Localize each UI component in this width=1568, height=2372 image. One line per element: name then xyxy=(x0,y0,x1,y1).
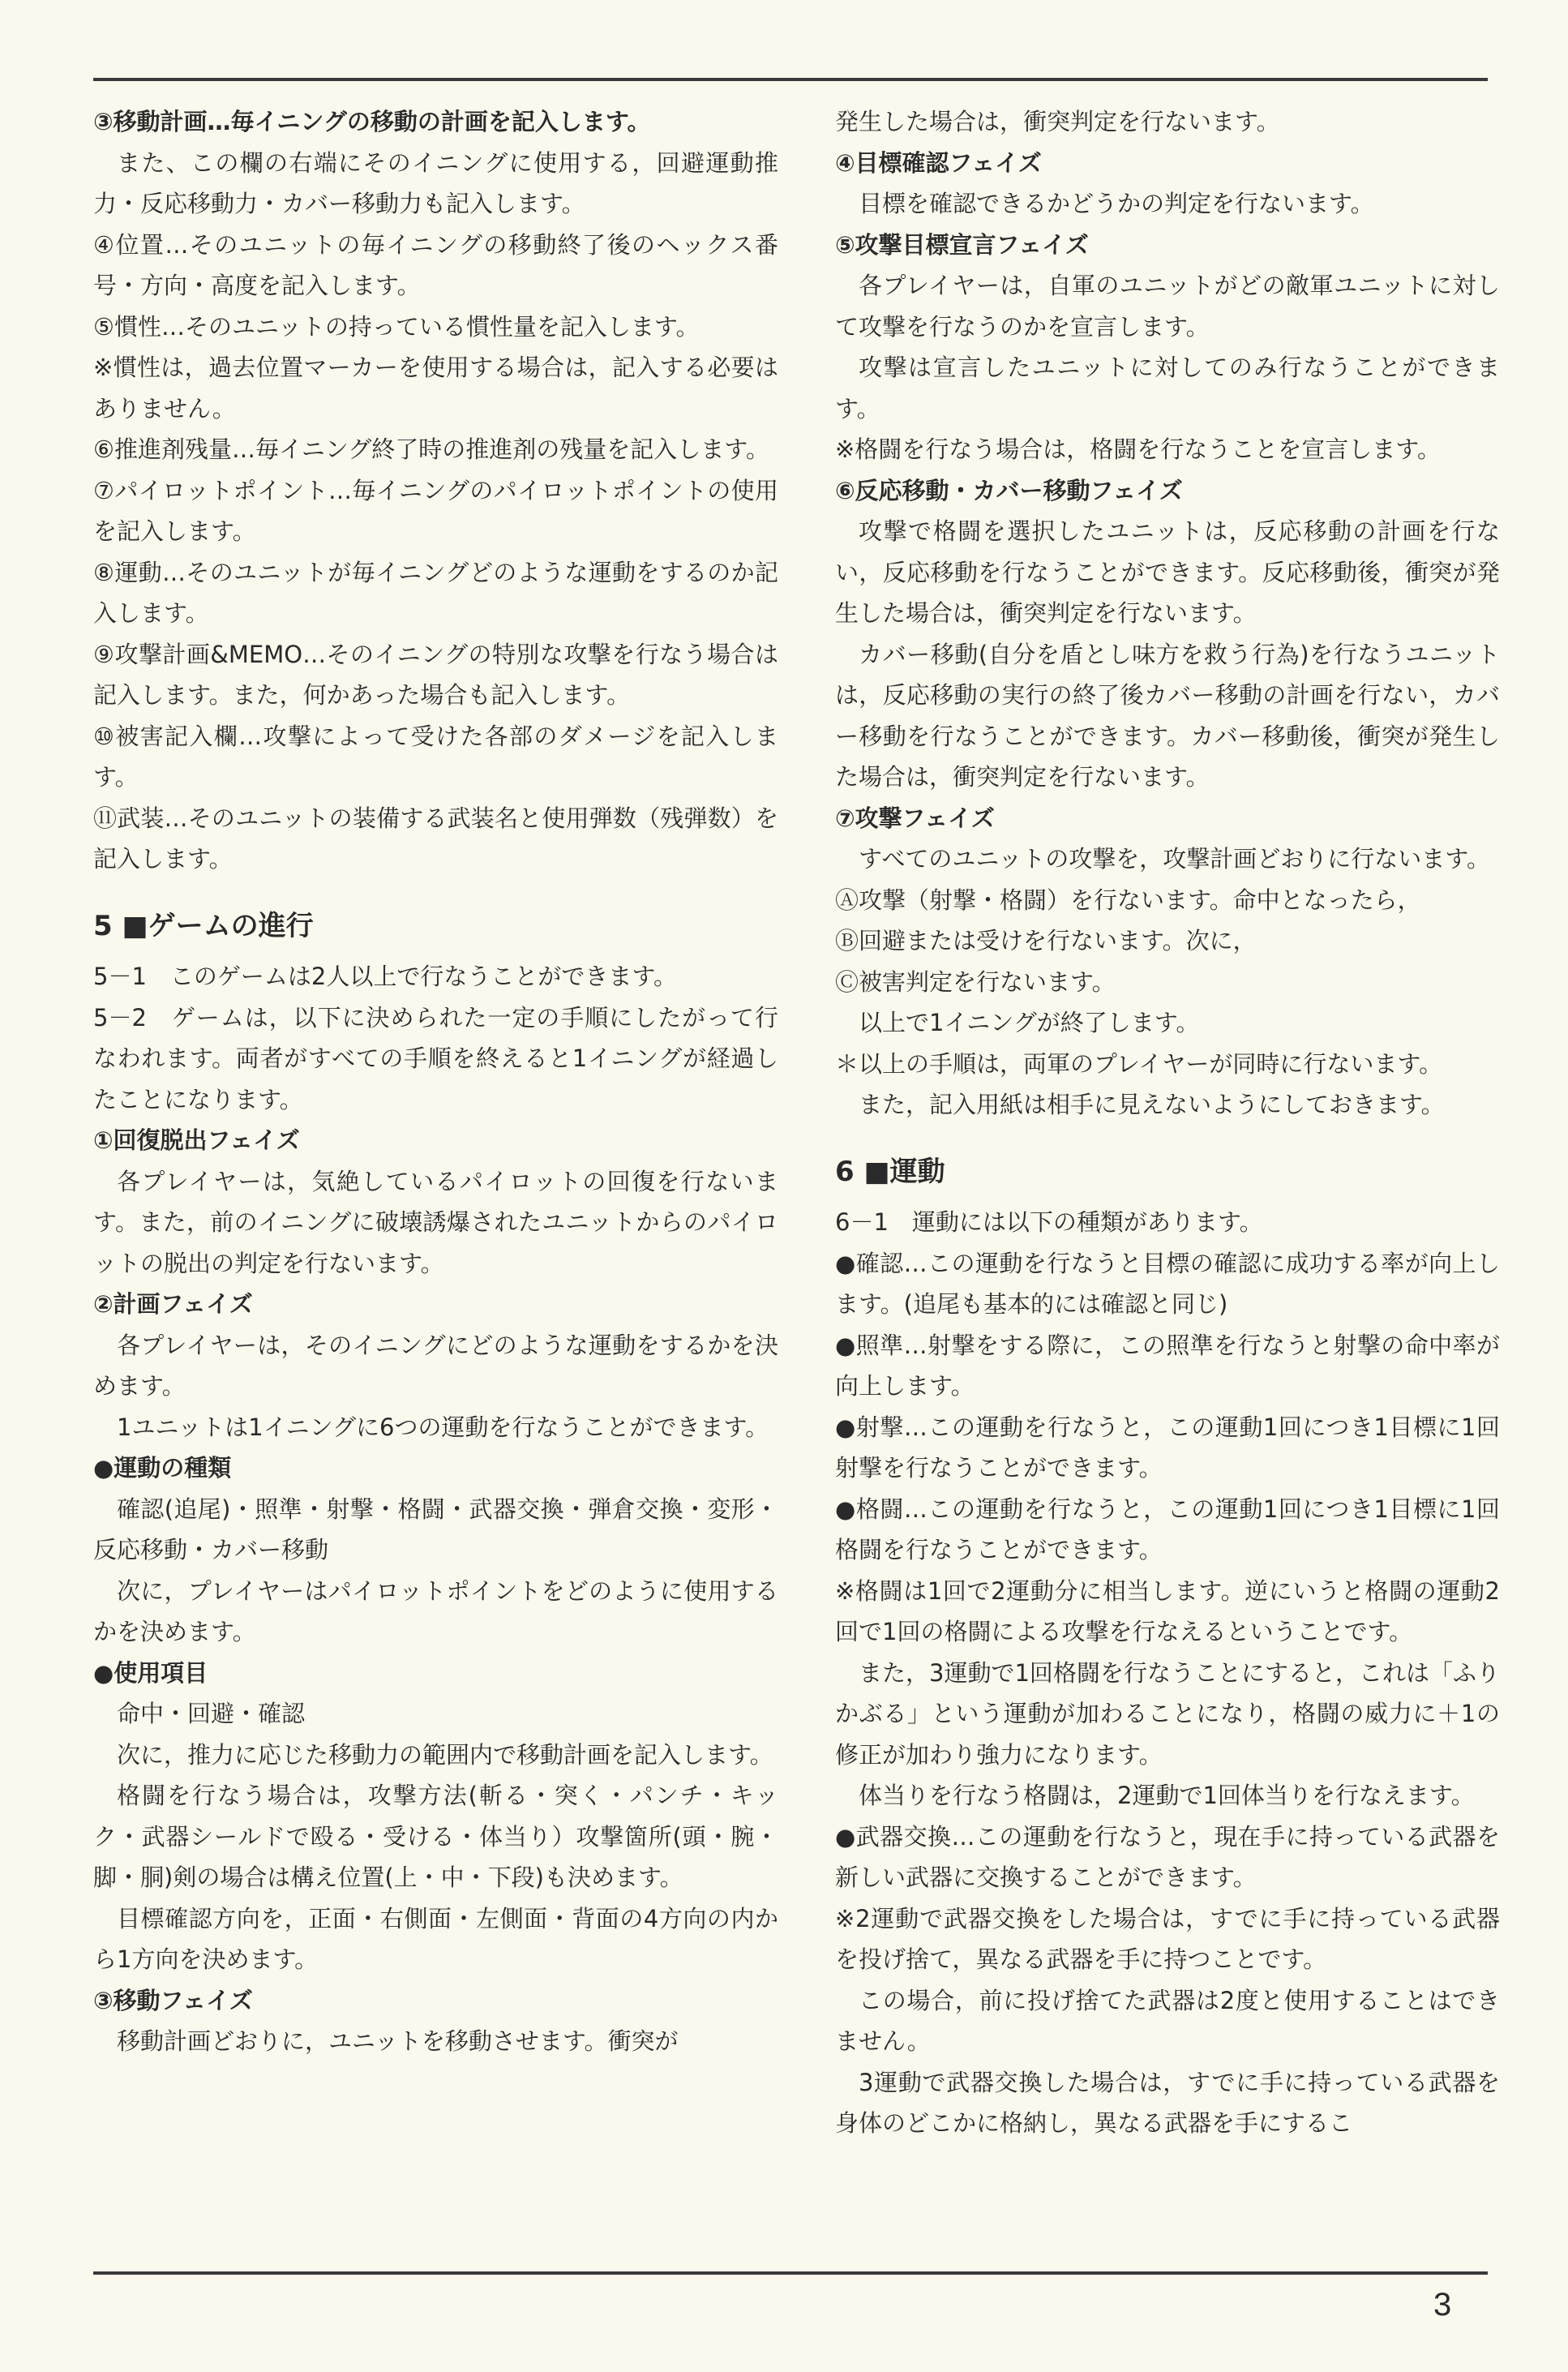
left-paragraph-14: ①回復脱出フェイズ xyxy=(93,1126,300,1154)
page-number: 3 xyxy=(1433,2287,1452,2323)
right-paragraph-9: カバー移動(自分を盾とし味方を救う行為)を行なうユニットは，反応移動の実行の終了後カバー移動の計画を行ない，カバー移動を行なうことができます。カバー移動後，衝突が発生した場合は，衝突判定を行ないます。 xyxy=(835,640,1500,791)
right-paragraph-7: ⑥反応移動・カバー移動フェイズ xyxy=(835,476,1183,504)
right-paragraph-12: Ⓐ攻撃（射撃・格闘）を行ないます。命中となったら， xyxy=(835,886,1421,914)
left-paragraph-19: ●運動の種類 xyxy=(93,1454,232,1482)
left-column xyxy=(93,101,778,2062)
left-paragraph-15: 各プレイヤーは，気絶しているパイロットの回復を行ないます。また，前のイニングに破壊誘爆されたユニットからのパイロットの脱出の判定を行ないます。 xyxy=(93,1167,778,1277)
left-paragraph-7: ⑧運動…そのユニットが毎イニングどのような運動をするのか記入します。 xyxy=(93,558,778,627)
right-paragraph-25: また，3運動で1回格闘を行なうことにすると，これは「ふりかぶる」という運動が加わることになり，格闘の威力に＋1の修正が加わり強力になります。 xyxy=(835,1658,1500,1769)
right-paragraph-5: 攻撃は宣言したユニットに対してのみ行なうことができます。 xyxy=(835,354,1500,422)
right-column xyxy=(835,101,1500,2144)
right-paragraph-16: ＊以上の手順は，両軍のプレイヤーが同時に行ないます。 xyxy=(835,1049,1443,1078)
right-paragraph-19: 6－1 運動には以下の種類があります。 xyxy=(835,1208,1263,1236)
right-paragraph-30: 3運動で武器交換した場合は，すでに手に持っている武器を身体のどこかに格納し，異なる武器を手にするこ xyxy=(835,2068,1500,2137)
right-paragraph-3: ⑤攻撃目標宣言フェイズ xyxy=(835,230,1089,259)
left-paragraph-12: 5－1 このゲームは2人以上で行なうことができます。 xyxy=(93,963,678,990)
right-paragraph-4: 各プレイヤーは，自軍のユニットがどの敵軍ユニットに対して攻撃を行なうのかを宣言します。 xyxy=(835,272,1500,341)
left-paragraph-18: 1ユニットは1イニングに6つの運動を行なうことができます。 xyxy=(117,1413,769,1441)
left-paragraph-6: ⑦パイロットポイント…毎イニングのパイロットポイントの使用を記入します。 xyxy=(93,476,778,545)
right-paragraph-13: Ⓑ回避または受けを行ないます。次に， xyxy=(835,927,1257,954)
right-paragraph-22: ●射撃…この運動を行なうと，この運動1回につき1目標に1回射撃を行なうことができます。 xyxy=(835,1413,1500,1482)
left-paragraph-21: 次に，プレイヤーはパイロットポイントをどのように使用するかを決めます。 xyxy=(93,1576,778,1645)
left-paragraph-8: ⑨攻撃計画&MEMO…そのイニングの特別な攻撃を行なう場合は記入します。また，何かあった場合も記入します。 xyxy=(93,640,778,709)
right-paragraph-8: 攻撃で格闘を選択したユニットは，反応移動の計画を行ない，反応移動を行なうことができます。反応移動後，衝突が発生した場合は，衝突判定を行ないます。 xyxy=(835,517,1500,627)
left-paragraph-0: ③移動計画…毎イニングの移動の計画を記入します。 xyxy=(93,108,651,135)
right-paragraph-17: また，記入用紙は相手に見えないようにしておきます。 xyxy=(859,1091,1445,1118)
right-paragraph-1: ④目標確認フェイズ xyxy=(835,148,1042,177)
left-paragraph-2: ④位置…そのユニットの毎イニングの移動終了後のヘックス番号・方向・高度を記入します。 xyxy=(93,230,778,299)
right-paragraph-26: 体当りを行なう格闘は，2運動で1回体当りを行なえます。 xyxy=(859,1782,1475,1809)
left-paragraph-3: ⑤慣性…そのユニットの持っている慣性量を記入します。 xyxy=(93,312,700,341)
left-paragraph-4: ※慣性は，過去位置マーカーを使用する場合は，記入する必要はありません。 xyxy=(93,354,778,422)
left-paragraph-28: 移動計画どおりに，ユニットを移動させます。衝突が xyxy=(117,2027,679,2055)
left-paragraph-10: ⑪武装…そのユニットの装備する武装名と使用弾数（残弾数）を記入します。 xyxy=(93,804,778,873)
right-paragraph-0: 発生した場合は，衝突判定を行ないます。 xyxy=(835,108,1280,135)
right-paragraph-14: Ⓒ被害判定を行ないます。 xyxy=(835,967,1116,996)
right-paragraph-23: ●格闘…この運動を行なうと，この運動1回につき1目標に1回格闘を行なうことができます。 xyxy=(835,1495,1500,1563)
right-paragraph-6: ※格闘を行なう場合は，格闘を行なうことを宣言します。 xyxy=(835,435,1441,463)
left-paragraph-27: ③移動フェイズ xyxy=(93,1986,253,2014)
left-paragraph-25: 格闘を行なう場合は，攻撃方法(斬る・突く・パンチ・キック・武器シールドで殴る・受ける・体当り）攻撃箇所(頭・腕・脚・胴)剣の場合は構え位置(上・中・下段)も決めます。 xyxy=(93,1782,778,1891)
left-paragraph-5: ⑥推進剤残量…毎イニング終了時の推進剤の残量を記入します。 xyxy=(93,435,769,463)
right-paragraph-2: 目標を確認できるかどうかの判定を行ないます。 xyxy=(859,190,1374,217)
left-paragraph-13: 5－2 ゲームは，以下に決められた一定の手順にしたがって行なわれます。両者がすべての手順を終えると1イニングが経過したことになります。 xyxy=(93,1003,778,1113)
right-paragraph-11: すべてのユニットの攻撃を，攻撃計画どおりに行ないます。 xyxy=(859,845,1490,873)
right-paragraph-24: ※格闘は1回で2運動分に相当します。逆にいうと格闘の運動2回で1回の格闘による攻撃を行なえるということです。 xyxy=(835,1576,1500,1645)
top-rule xyxy=(93,78,1488,81)
left-paragraph-16: ②計画フェイズ xyxy=(93,1290,253,1318)
left-paragraph-20: 確認(追尾)・照準・射撃・格闘・武器交換・弾倉交換・変形・反応移動・カバー移動 xyxy=(93,1495,778,1563)
right-paragraph-28: ※2運動で武器交換をした場合は，すでに手に持っている武器を投げ捨て，異なる武器を手に持つことです。 xyxy=(835,1904,1500,1973)
left-paragraph-24: 次に，推力に応じた移動力の範囲内で移動計画を記入します。 xyxy=(117,1740,773,1769)
right-paragraph-27: ●武器交換…この運動を行なうと，現在手に持っている武器を新しい武器に交換することができます。 xyxy=(835,1822,1500,1891)
right-paragraph-20: ●確認…この運動を行なうと目標の確認に成功する率が向上します。(追尾も基本的には確認と同じ) xyxy=(835,1249,1500,1318)
left-paragraph-26: 目標確認方向を，正面・右側面・左側面・背面の4方向の内から1方向を決めます。 xyxy=(93,1904,778,1973)
bottom-rule xyxy=(93,2271,1488,2275)
right-paragraph-18: 6 ■運動 xyxy=(835,1155,945,1188)
left-paragraph-1: また、この欄の右端にそのイニングに使用する，回避運動推力・反応移動力・カバー移動力も記入します。 xyxy=(93,148,778,217)
left-paragraph-17: 各プレイヤーは，そのイニングにどのような運動をするかを決めます。 xyxy=(93,1331,778,1400)
left-paragraph-9: ⑩被害記入欄…攻撃によって受けた各部のダメージを記入します。 xyxy=(93,722,778,791)
left-paragraph-22: ●使用項目 xyxy=(93,1658,208,1687)
right-paragraph-10: ⑦攻撃フェイズ xyxy=(835,804,995,832)
right-paragraph-15: 以上で1イニングが終了します。 xyxy=(859,1009,1200,1036)
left-paragraph-11: 5 ■ゲームの進行 xyxy=(93,909,314,942)
left-paragraph-23: 命中・回避・確認 xyxy=(117,1700,306,1727)
right-paragraph-29: この場合，前に投げ捨てた武器は2度と使用することはできません。 xyxy=(835,1986,1500,2055)
right-paragraph-21: ●照準…射撃をする際に，この照準を行なうと射撃の命中率が向上します。 xyxy=(835,1331,1500,1400)
